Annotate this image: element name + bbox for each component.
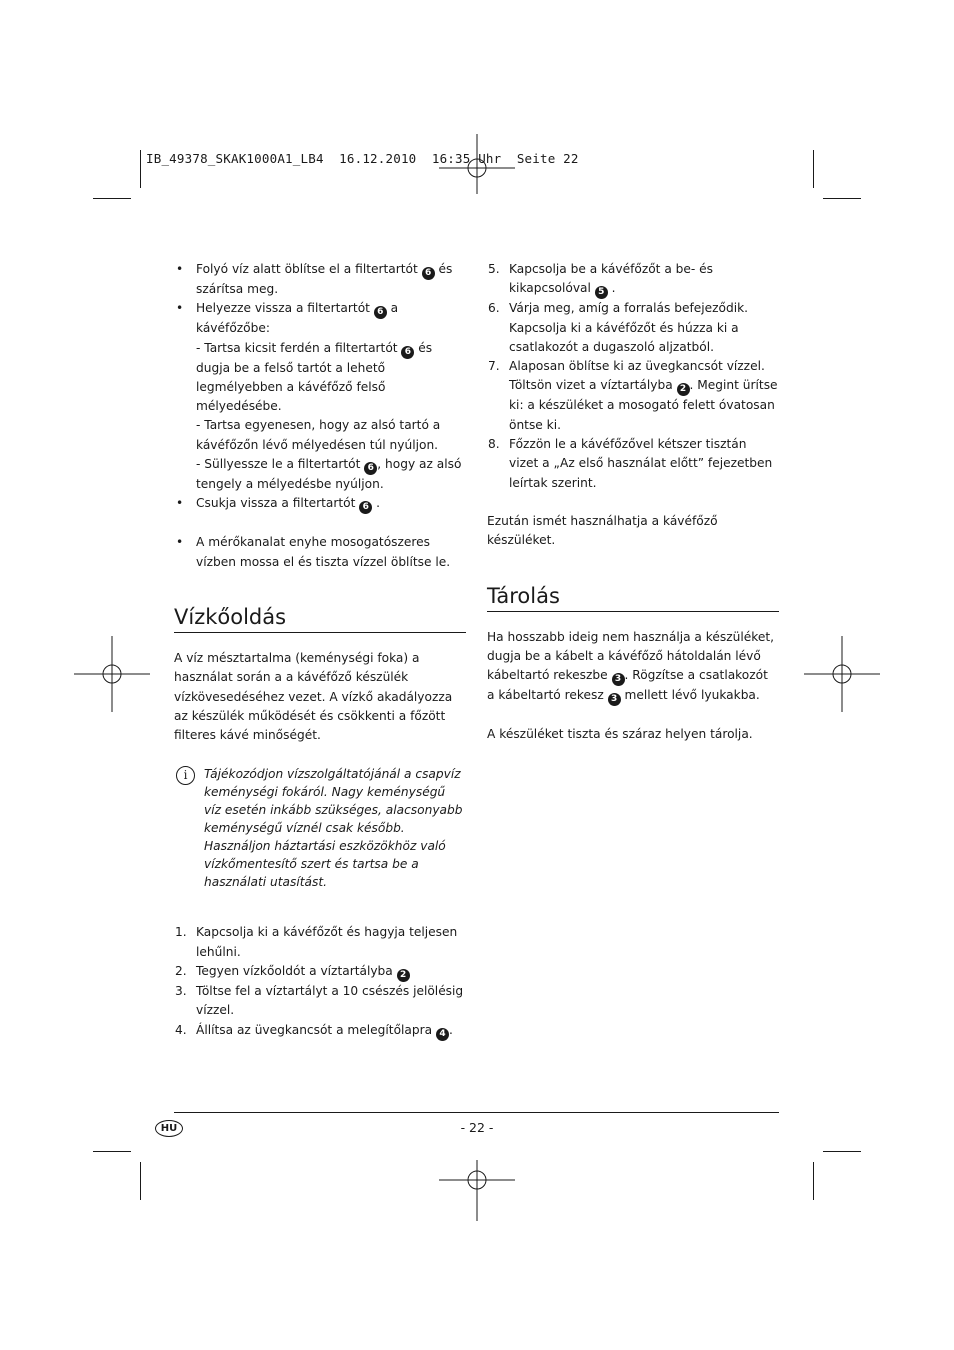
crop-mark bbox=[823, 198, 861, 199]
crop-mark bbox=[93, 1151, 131, 1152]
registration-mark-left bbox=[74, 636, 150, 712]
list-item: • Csukja vissza a filtertartót 6 . bbox=[174, 494, 466, 514]
number-circle-icon: 2 bbox=[397, 969, 410, 982]
number-circle-icon: 4 bbox=[436, 1028, 449, 1041]
number-circle-icon: 6 bbox=[422, 267, 435, 280]
number-circle-icon: 6 bbox=[401, 346, 414, 359]
number-circle-icon: 3 bbox=[608, 693, 621, 706]
number-circle-icon: 5 bbox=[595, 286, 608, 299]
crop-mark bbox=[140, 1162, 141, 1200]
registration-mark-top bbox=[439, 134, 515, 210]
right-column bbox=[487, 260, 779, 744]
list-item: • A mérőkanalat enyhe mosogatószeres vízben mossa el és tiszta vízzel öblítse le. bbox=[174, 533, 466, 572]
number-circle-icon: 6 bbox=[364, 462, 377, 475]
page-number: - 22 - bbox=[460, 1120, 494, 1135]
sub-item: - Tartsa egyenesen, hogy az alsó tartó a kávéfőzőn lévő mélyedésen túl nyúljon. bbox=[196, 418, 441, 452]
number-circle-icon: 2 bbox=[677, 383, 690, 396]
crop-mark bbox=[813, 150, 814, 188]
crop-mark bbox=[813, 1162, 814, 1200]
list-item: 7. Alaposan öblítse ki az üvegkancsót vízzel. Töltsön vizet a víztartályba 2 . Megint ürítse ki: a készüléket a mosogató felett óvatosan öntse ki. bbox=[488, 359, 778, 432]
list-item: 6. Várja meg, amíg a forralás befejeződik. Kapcsolja ki a kávéfőzőt és húzza ki a csatlakozót a dugaszoló aljzatból. bbox=[488, 301, 749, 354]
list-item: 1. Kapcsolja ki a kávéfőzőt és hagyja teljesen lehűlni. bbox=[175, 925, 458, 959]
info-icon: i bbox=[176, 766, 195, 785]
left-column bbox=[174, 260, 466, 1041]
list-item: • Folyó víz alatt öblítse el a filtertartót 6 és szárítsa meg. bbox=[174, 260, 466, 299]
number-circle-icon: 6 bbox=[374, 306, 387, 319]
crop-mark bbox=[823, 1151, 861, 1152]
sub-item: - Tartsa kicsit ferdén a filtertartót 6 és dugja be a felső tartót a lehető legmélyebben a kávéfőző felső mélyedésébe. bbox=[196, 340, 433, 414]
print-slug: IB_49378_SKAK1000A1_LB4 16.12.2010 16:35 Uhr Seite 22 bbox=[146, 151, 579, 166]
descaling-paragraph: A víz mésztartalma (keménységi foka) a használat során a a kávéfőző készülék vízkövesedéséhez vezet. A vízkő akadályozza az készülék működését és csökkenti a főzött filteres kávé minőségét. bbox=[174, 650, 453, 743]
list-item: 3. Töltse fel a víztartályt a 10 csészés jelölésig vízzel. bbox=[175, 984, 464, 1018]
number-circle-icon: 3 bbox=[612, 673, 625, 686]
list-item: • Helyezze vissza a filtertartót 6 a kávéfőzőbe: - Tartsa kicsit ferdén a filtertartót 6 és dugja be a felső tartót a lehető legmélyebben a kávéfőző felső mélyedésébe. - Tartsa egyenesen, hogy az alsó tartó a kávéfőzőn lévő mélyedésen túl nyúljon. - Süllyessze le a filtertartót 6 , hogy az alsó tengely a mélyedésbe nyúljon. bbox=[174, 299, 466, 494]
section-heading-descaling: Vízkőoldás bbox=[174, 604, 466, 633]
list-item: 4. Állítsa az üvegkancsót a melegítőlapra 4 . bbox=[175, 1022, 453, 1039]
sub-item: - Süllyessze le a filtertartót 6 , hogy az alsó tengely a mélyedésbe nyúljon. bbox=[196, 457, 462, 492]
storage-paragraph-2: A készüléket tiszta és száraz helyen tárolja. bbox=[487, 727, 753, 742]
language-badge: HU bbox=[155, 1120, 183, 1137]
list-item: 2. Tegyen vízkőoldót a víztartályba 2 bbox=[174, 962, 466, 982]
number-circle-icon: 6 bbox=[359, 501, 372, 514]
crop-mark bbox=[93, 198, 131, 199]
list-item: 8. Főzzön le a kávéfőzővel kétszer tisztán vizet a „Az első használat előtt” fejezetben leírtak szerint. bbox=[488, 437, 773, 490]
registration-mark-bottom bbox=[439, 1145, 515, 1221]
list-item: 5. Kapcsolja be a kávéfőzőt a be- és kikapcsolóval 5 . bbox=[488, 262, 714, 298]
info-note: i Tájékozódjon vízszolgáltatójánál a csapvíz keménységi fokáról. Nagy keménységű víz esetén inkább szükséges, alacsonyabb keménységű víznél csak később. Használjon háztartási eszközökhöz való vízkőmentesítő szert és tartsa be a használati utasítást. bbox=[174, 765, 466, 891]
footer-rule bbox=[174, 1112, 779, 1113]
after-steps-text: Ezután ismét használhatja a kávéfőző készüléket. bbox=[487, 513, 718, 548]
storage-paragraph: Ha hosszabb ideig nem használja a készüléket, dugja be a kábelt a kávéfőző hátoldalán lévő kábeltartó rekeszbe 3 . Rögzítse a csatlakozót a kábeltartó rekesz 3 mellett lévő lyukakba. bbox=[487, 629, 775, 705]
crop-mark bbox=[140, 150, 141, 188]
section-heading-storage: Tárolás bbox=[487, 583, 779, 612]
registration-mark-right bbox=[804, 636, 880, 712]
